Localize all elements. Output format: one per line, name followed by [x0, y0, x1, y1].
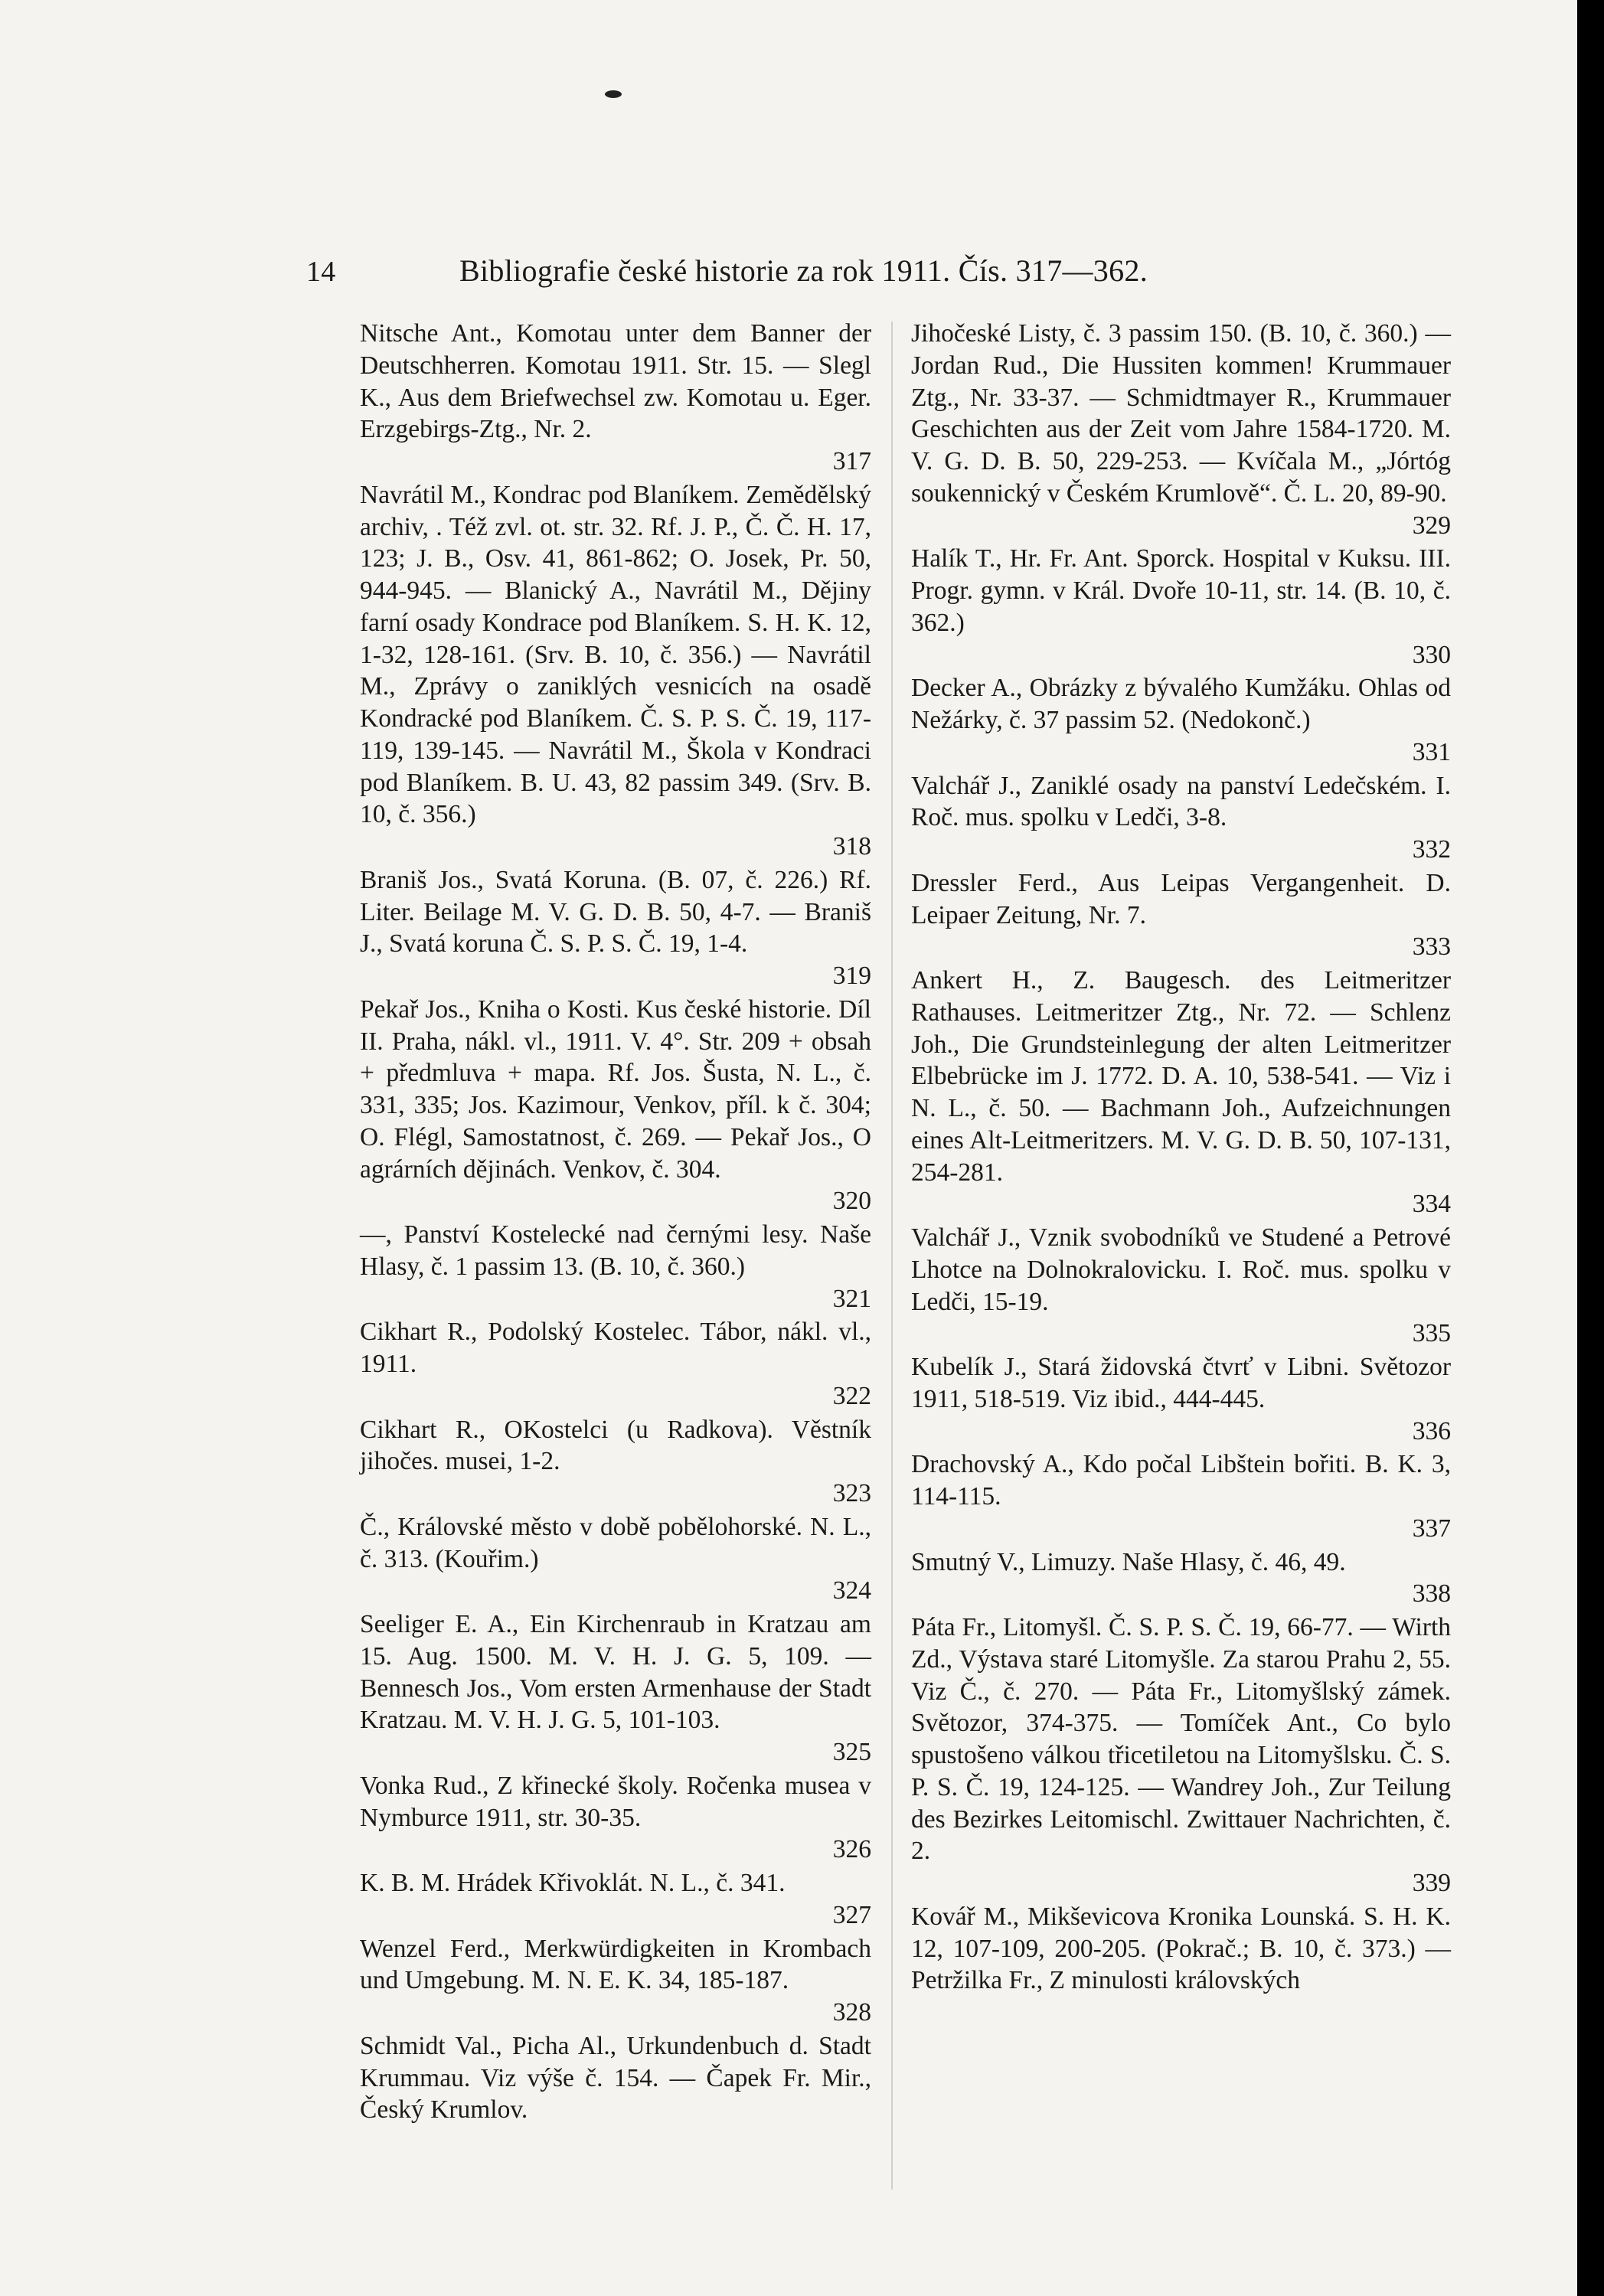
bibliography-entry	[360, 1414, 871, 1510]
entry-number: 333	[1412, 932, 1451, 962]
entry-number: 329	[1412, 511, 1451, 540]
entry-text: Halík T., Hr. Fr. Ant. Sporck. Hospital v Kuksu. III. Progr. gymn. v Král. Dvoře 10-11, str. 14. (B. 10, č. 362.)	[911, 544, 1451, 637]
entry-text: Schmidt Val., Picha Al., Urkundenbuch d. Stadt Krummau. Viz výše č. 154. — Čapek Fr. Mir., Český Krumlov.	[360, 2031, 871, 2125]
bibliography-entry	[911, 1448, 1451, 1544]
entry-number: 322	[832, 1381, 871, 1410]
entry-number: 319	[832, 962, 871, 990]
running-head	[306, 253, 1416, 289]
entry-text: Seeliger E. A., Ein Kirchenraub in Kratzau am 15. Aug. 1500. M. V. H. J. G. 5, 109. — Bennesch Jos., Vom ersten Armenhause der Stadt Kratzau. M. V. H. J. G. 5, 101-103.	[360, 1610, 871, 1735]
bibliography-entry	[911, 1222, 1451, 1350]
bibliography-entry	[360, 479, 871, 863]
entry-number: 337	[1412, 1514, 1451, 1543]
entry-number: 318	[832, 832, 871, 861]
bibliography-entry	[360, 1933, 871, 2029]
entry-text: Valchář J., Zaniklé osady na panství Ledečském. I. Roč. mus. spolku v Ledči, 3-8.	[911, 771, 1451, 832]
entry-text: Jihočeské Listy, č. 3 passim 150. (B. 10, č. 360.) — Jordan Rud., Die Hussiten kommen! Krummauer Ztg., Nr. 33-37. — Schmidtmayer R., Krummauer Geschichten aus der Zeit vom Jahre 1584-1720. M. V. G. D. B. 50, 229-253. — Kvíčala M., „Jórtóg soukennický v Českém Krumlově“. Č. L. 20, 89-90.	[911, 319, 1451, 508]
entry-text: Páta Fr., Litomyšl. Č. S. P. S. Č. 19, 66-77. — Wirth Zd., Výstava staré Litomyšle. Za starou Prahu 2, 55. Viz Č., č. 270. — Páta Fr., Litomyšlský zámek. Světozor, 374-375. — Tomíček Ant., Co bylo spustošeno válkou třicetiletou na Litomyšlsku. Č. S. P. S. Č. 19, 124-125. — Wandrey Joh., Zur Teilung des Bezirkes Leitomischl. Zwittauer Nachrichten, č. 2.	[911, 1613, 1451, 1866]
entry-number: 323	[832, 1479, 871, 1507]
left-column	[360, 318, 871, 2126]
entry-text: Vonka Rud., Z křinecké školy. Ročenka musea v Nymburce 1911, str. 30-35.	[360, 1771, 871, 1832]
bibliography-entry	[911, 1351, 1451, 1447]
bibliography-entry	[911, 318, 1451, 541]
entry-number: 320	[832, 1187, 871, 1216]
entry-number: 338	[1412, 1579, 1451, 1609]
bibliography-entry	[360, 318, 871, 478]
entry-number: 326	[832, 1835, 871, 1864]
bibliography-entry	[360, 1609, 871, 1769]
entry-number: 332	[1412, 835, 1451, 864]
entry-number: 324	[832, 1576, 871, 1605]
bibliography-entry	[911, 1901, 1451, 1997]
bibliography-entry	[911, 770, 1451, 866]
bibliography-entry	[360, 2030, 871, 2126]
bibliography-entry	[911, 965, 1451, 1220]
page-number: 14	[306, 256, 336, 288]
column-divider	[891, 322, 893, 2190]
entry-text: Smutný V., Limuzy. Naše Hlasy, č. 46, 49.	[911, 1547, 1346, 1576]
entry-text: Navrátil M., Kondrac pod Blaníkem. Zemědělský archiv, . Též zvl. ot. str. 32. Rf. J. P., Č. Č. H. 17, 123; J. B., Osv. 41, 861-862; O. Josek, Pr. 50, 944-945. — Blanický A., Navrátil M., Dějiny farní osady Kondrace pod Blaníkem. S. H. K. 12, 1-32, 128-161. (Srv. B. 10, č. 356.) — Navrátil M., Zprávy o zaniklých vesnicích na osadě Kondracké pod Blaníkem. Č. S. P. S. Č. 19, 117-119, 139-145. — Navrátil M., Škola v Kondraci pod Blaníkem. B. U. 43, 82 passim 349. (Srv. B. 10, č. 356.)	[360, 480, 871, 829]
entry-number: 334	[1412, 1190, 1451, 1219]
entry-text: Dressler Ferd., Aus Leipas Vergangenheit. D. Leipaer Zeitung, Nr. 7.	[911, 868, 1451, 929]
bibliography-entry	[360, 864, 871, 992]
bibliography-entry	[360, 1770, 871, 1866]
bibliography-entry	[911, 867, 1451, 963]
entry-number: 339	[1412, 1869, 1451, 1897]
entry-number: 325	[832, 1738, 871, 1766]
entry-number: 327	[832, 1900, 871, 1929]
entry-text: Decker A., Obrázky z bývalého Kumžáku. Ohlas od Nežárky, č. 37 passim 52. (Nedokonč.)	[911, 674, 1451, 734]
entry-text: Kubelík J., Stará židovská čtvrť v Libni. Světozor 1911, 518-519. Viz ibid., 444-445.	[911, 1353, 1451, 1413]
entry-text: Č., Královské město v době pobělohorské. N. L., č. 313. (Kouřim.)	[360, 1512, 871, 1573]
ink-speck	[605, 90, 622, 98]
right-column	[911, 318, 1451, 1997]
entry-number: 317	[832, 447, 871, 475]
entry-text: Drachovský A., Kdo počal Libštein bořiti. B. K. 3, 114-115.	[911, 1450, 1451, 1511]
entry-number: 328	[832, 1998, 871, 2027]
bibliography-entry	[360, 1511, 871, 1607]
entry-text: K. B. M. Hrádek Křivoklát. N. L., č. 341.	[360, 1869, 786, 1897]
bibliography-entry	[911, 1612, 1451, 1899]
entry-text: Pekař Jos., Kniha o Kosti. Kus české historie. Díl II. Praha, nákl. vl., 1911. V. 4°. Str. 209 + obsah + předmluva + mapa. Rf. Jos. Šusta, N. L., č. 331, 335; Jos. Kazimour, Venkov, příl. k č. 304; O. Flégl, Samostatnost, č. 269. — Pekař Jos., O agrárních dějinách. Venkov, č. 304.	[360, 994, 871, 1184]
bibliography-entry	[360, 1316, 871, 1412]
running-title: Bibliografie české historie za rok 1911. Čís. 317—362.	[459, 253, 1148, 288]
entry-number: 335	[1412, 1319, 1451, 1348]
bibliography-entry	[911, 1546, 1451, 1611]
entry-text: —, Panství Kostelecké nad černými lesy. Naše Hlasy, č. 1 passim 13. (B. 10, č. 360.)	[360, 1220, 871, 1281]
entry-text: Nitsche Ant., Komotau unter dem Banner der Deutschherren. Komotau 1911. Str. 15. — Slegl K., Aus dem Briefwechsel zw. Komotau u. Eger. Erzgebirgs-Ztg., Nr. 2.	[360, 319, 871, 444]
entry-text: Kovář M., Mikševicova Kronika Lounská. S. H. K. 12, 107-109, 200-205. (Pokrač.; B. 10, č. 373.) — Petržilka Fr., Z minulosti královských	[911, 1902, 1451, 1995]
bibliography-entry	[360, 1867, 871, 1932]
entry-text: Braniš Jos., Svatá Koruna. (B. 07, č. 226.) Rf. Liter. Beilage M. V. G. D. B. 50, 4-7. — Braniš J., Svatá koruna Č. S. P. S. Č. 19, 1-4.	[360, 865, 871, 959]
entry-text: Cikhart R., Podolský Kostelec. Tábor, nákl. vl., 1911.	[360, 1318, 871, 1378]
entry-number: 336	[1412, 1416, 1451, 1445]
entry-text: Cikhart R., OKostelci (u Radkova). Věstník jihočes. musei, 1-2.	[360, 1415, 871, 1476]
entry-number: 331	[1412, 737, 1451, 766]
bibliography-entry	[911, 543, 1451, 671]
bibliography-entry	[360, 994, 871, 1217]
entry-number: 330	[1412, 640, 1451, 669]
entry-text: Valchář J., Vznik svobodníků ve Studené a Petrové Lhotce na Dolnokralovicku. I. Roč. mus. spolku v Ledči, 15-19.	[911, 1223, 1451, 1316]
bibliography-entry	[911, 672, 1451, 768]
entry-text: Wenzel Ferd., Merkwürdigkeiten in Krombach und Umgebung. M. N. E. K. 34, 185-187.	[360, 1934, 871, 1995]
bibliography-entry	[360, 1219, 871, 1315]
entry-number: 321	[832, 1284, 871, 1313]
entry-text: Ankert H., Z. Baugesch. des Leitmeritzer Rathauses. Leitmeritzer Ztg., Nr. 72. — Schlenz Joh., Die Grundsteinlegung der alten Leitmeritzer Elbebrücke im J. 1772. D. A. 10, 538-541. — Viz i N. L., č. 50. — Bachmann Joh., Aufzeichnungen eines Alt-Leitmeritzers. M. V. G. D. B. 50, 107-131, 254-281.	[911, 966, 1451, 1187]
